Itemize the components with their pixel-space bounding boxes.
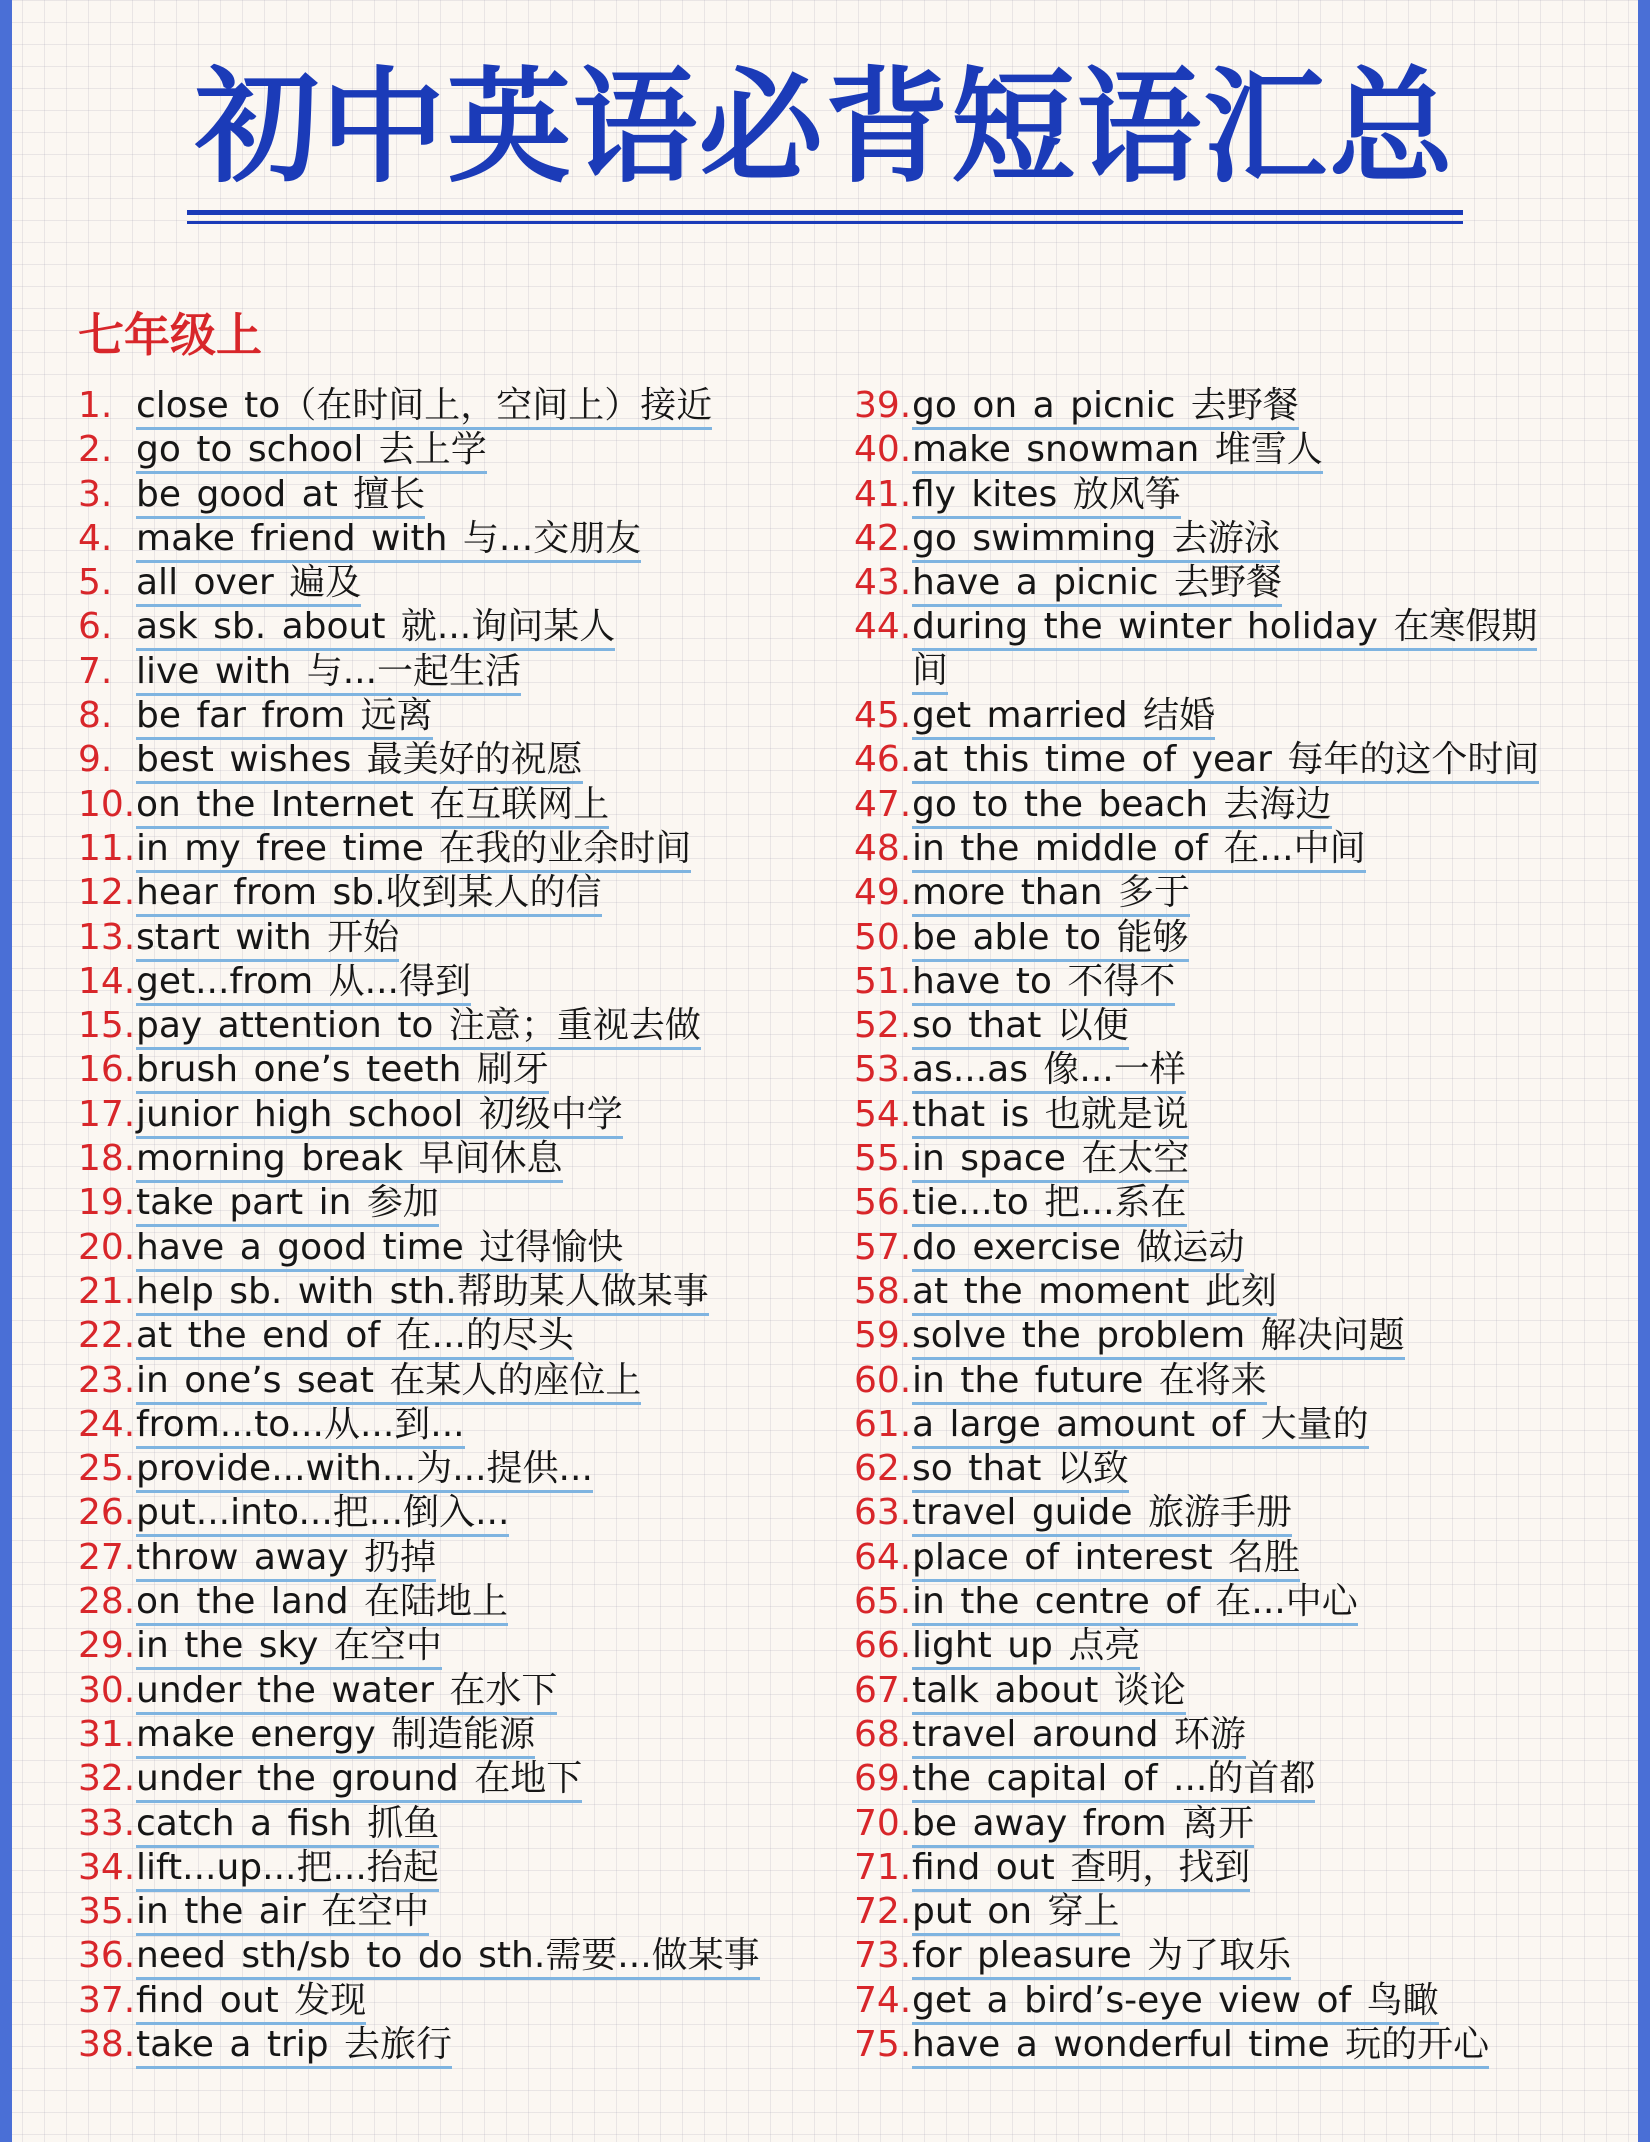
phrase-item [78,1890,838,1934]
phrase-text: ask sb. about 就...询问某人 [136,607,615,651]
phrase-number: 8. [78,695,113,737]
page-title: 初中英语必背短语汇总 [187,60,1463,215]
phrase-text: provide...with...为...提供... [136,1449,593,1493]
phrase-text: have to 不得不 [912,962,1175,1006]
phrase-number: 73. [854,1935,912,1977]
phrase-item [854,1934,1574,1978]
phrase-number: 34. [78,1846,136,1888]
phrase-item [854,1979,1574,2023]
phrase-text: in my free time 在我的业余时间 [136,829,691,873]
phrase-text: in the centre of 在...中心 [912,1582,1358,1626]
phrase-number: 57. [854,1226,912,1268]
phrase-text: in the air 在空中 [136,1892,429,1936]
phrase-text: more than 多于 [912,873,1190,917]
phrase-item [854,738,1574,782]
phrase-text: have a picnic 去野餐 [912,563,1282,607]
phrase-text: help sb. with sth.帮助某人做某事 [136,1272,709,1316]
phrase-item [78,650,838,694]
phrase-item [78,1491,838,1535]
phrase-item [854,517,1574,561]
phrase-text: as...as 像...一样 [912,1050,1186,1094]
phrase-item [854,827,1574,871]
phrase-item [78,1624,838,1668]
title-container [0,55,1650,215]
phrase-text: brush one’s teeth 刷牙 [136,1050,549,1094]
phrase-number: 31. [78,1713,136,1755]
phrase-text: be away from 离开 [912,1804,1254,1848]
phrase-number: 29. [78,1625,136,1667]
phrase-number: 46. [854,739,912,781]
phrase-item [854,1270,1574,1314]
phrase-item [854,1447,1574,1491]
phrase-number: 20. [78,1226,136,1268]
phrase-item [78,1669,838,1713]
phrase-item [78,1580,838,1624]
phrase-number: 38. [78,2023,136,2065]
phrase-text: that is 也就是说 [912,1095,1189,1139]
phrase-item [78,473,838,517]
phrase-number: 1. [78,385,113,426]
phrase-text: on the land 在陆地上 [136,1582,508,1626]
phrase-text: place of interest 名胜 [912,1538,1300,1582]
phrase-item [78,1314,838,1358]
phrase-item [78,871,838,915]
phrase-number: 47. [854,783,912,825]
phrase-number: 25. [78,1448,136,1490]
phrase-number: 59. [854,1315,912,1357]
phrase-number: 4. [78,517,113,559]
phrase-text: make energy 制造能源 [136,1715,535,1759]
phrase-number: 67. [854,1669,912,1711]
phrase-number: 28. [78,1581,136,1623]
phrase-number: 32. [78,1758,136,1800]
phrase-number: 44. [854,606,912,648]
phrase-item [78,1536,838,1580]
phrase-item [854,1004,1574,1048]
phrase-item [854,1181,1574,1225]
phrase-item [78,1713,838,1757]
phrase-text: find out 发现 [136,1981,366,2025]
phrase-item [854,428,1574,472]
phrase-item [78,1093,838,1137]
phrase-item [854,473,1574,517]
phrase-item [854,1757,1574,1801]
phrase-text: go to school 去上学 [136,430,487,474]
phrase-item [854,1624,1574,1668]
phrase-item [78,384,838,428]
phrase-text: put...into...把...倒入... [136,1493,509,1537]
phrase-number: 37. [78,1979,136,2021]
phrase-item [854,561,1574,605]
phrase-item [78,1447,838,1491]
phrase-text: need sth/sb to do sth.需要...做某事 [136,1936,760,1980]
phrase-text: make snowman 堆雪人 [912,430,1323,474]
phrase-number: 72. [854,1891,912,1933]
phrase-item [78,1137,838,1181]
phrase-number: 27. [78,1536,136,1578]
phrase-text: take part in 参加 [136,1183,439,1227]
section-heading: 七年级上 [78,308,262,362]
phrase-text: the capital of ...的首都 [912,1759,1315,1803]
phrase-number: 65. [854,1581,912,1623]
phrase-text: be good at 擅长 [136,475,425,519]
phrase-item [854,694,1574,738]
phrase-number: 2. [78,429,113,471]
phrase-item [854,871,1574,915]
phrase-text: junior high school 初级中学 [136,1095,623,1139]
phrase-item [78,1846,838,1890]
phrase-item [78,694,838,738]
phrase-number: 6. [78,606,113,648]
phrase-text: in the sky 在空中 [136,1626,442,1670]
phrase-text: in the middle of 在...中间 [912,829,1366,873]
phrase-number: 13. [78,916,136,958]
phrase-item [854,1093,1574,1137]
phrase-number: 3. [78,473,113,515]
phrase-number: 64. [854,1536,912,1578]
phrase-number: 39. [854,385,912,426]
phrase-text: have a wonderful time 玩的开心 [912,2025,1489,2069]
phrase-number: 55. [854,1138,912,1180]
phrase-number: 75. [854,2023,912,2065]
phrase-number: 43. [854,562,912,604]
phrase-text: catch a fish 抓鱼 [136,1804,439,1848]
phrase-text: at the moment 此刻 [912,1272,1277,1316]
phrase-number: 68. [854,1713,912,1755]
phrase-number: 62. [854,1448,912,1490]
phrase-number: 16. [78,1049,136,1091]
phrase-text: under the water 在水下 [136,1671,557,1715]
phrase-text: tie...to 把...系在 [912,1183,1187,1227]
phrase-number: 50. [854,916,912,958]
phrase-number: 18. [78,1138,136,1180]
phrase-number: 51. [854,960,912,1002]
phrase-text: live with 与...一起生活 [136,652,521,696]
phrase-item [854,384,1574,428]
phrase-number: 26. [78,1492,136,1534]
phrase-item [78,605,838,649]
phrase-item [78,738,838,782]
phrase-item [854,1491,1574,1535]
phrase-text: throw away 扔掉 [136,1538,436,1582]
phrase-item [78,1181,838,1225]
phrase-item [854,1226,1574,1270]
phrase-text: talk about 谈论 [912,1671,1186,1715]
phrase-number: 40. [854,429,912,471]
phrase-text: in one’s seat 在某人的座位上 [136,1361,641,1405]
phrase-item [854,605,1574,694]
phrase-number: 56. [854,1182,912,1224]
phrase-number: 36. [78,1935,136,1977]
phrase-number: 30. [78,1669,136,1711]
phrase-text: start with 开始 [136,918,399,962]
phrase-item [78,1048,838,1092]
phrase-text: so that 以便 [912,1006,1129,1050]
phrase-number: 63. [854,1492,912,1534]
phrase-number: 10. [78,783,136,825]
phrase-number: 21. [78,1270,136,1312]
phrase-item [854,916,1574,960]
phrase-text: lift...up...把...抬起 [136,1848,439,1892]
phrase-number: 5. [78,562,113,604]
phrase-number: 69. [854,1758,912,1800]
phrase-text: travel around 环游 [912,1715,1246,1759]
phrase-text: go on a picnic 去野餐 [912,386,1299,430]
phrase-item [854,1314,1574,1358]
phrase-item [78,1802,838,1846]
phrase-text: do exercise 做运动 [912,1228,1244,1272]
phrase-item [78,1934,838,1978]
phrase-number: 61. [854,1403,912,1445]
phrase-wrap [912,605,1572,693]
phrase-item [78,827,838,871]
phrase-text: on the Internet 在互联网上 [136,785,609,829]
phrase-number: 71. [854,1846,912,1888]
phrase-text: get...from 从...得到 [136,962,471,1006]
phrase-list-right [854,384,1574,2067]
phrase-number: 49. [854,872,912,914]
phrase-item [854,783,1574,827]
phrase-number: 54. [854,1093,912,1135]
phrase-text: at this time of year 每年的这个时间 [912,740,1539,784]
phrase-number: 53. [854,1049,912,1091]
phrase-item [78,916,838,960]
phrase-number: 33. [78,1802,136,1844]
phrase-item [78,1270,838,1314]
phrase-item [854,1536,1574,1580]
phrase-item [78,1359,838,1403]
phrase-text: fly kites 放风筝 [912,475,1181,519]
phrase-text: make friend with 与...交朋友 [136,519,641,563]
phrase-number: 35. [78,1891,136,1933]
phrase-number: 41. [854,473,912,515]
phrase-number: 19. [78,1182,136,1224]
phrase-item [854,1890,1574,1934]
phrase-text: in the future 在将来 [912,1361,1267,1405]
phrase-item [854,960,1574,1004]
phrase-text: best wishes 最美好的祝愿 [136,740,583,784]
phrase-text: find out 查明，找到 [912,1848,1250,1892]
phrase-number: 15. [78,1005,136,1047]
phrase-item [78,960,838,1004]
phrase-number: 22. [78,1315,136,1357]
phrase-text: a large amount of 大量的 [912,1405,1369,1449]
phrase-item [78,2023,838,2067]
phrase-text: pay attention to 注意；重视去做 [136,1006,701,1050]
right-border [1638,0,1650,2142]
phrase-text: during the winter holiday 在寒假期间 [912,606,1537,695]
phrase-text: morning break 早间休息 [136,1139,563,1183]
phrase-number: 48. [854,827,912,869]
phrase-number: 42. [854,517,912,559]
phrase-item [78,517,838,561]
phrase-text: go swimming 去游泳 [912,519,1280,563]
phrase-text: from...to...从...到... [136,1405,465,1449]
phrase-number: 9. [78,739,113,781]
phrase-item [854,1403,1574,1447]
phrase-number: 45. [854,695,912,737]
phrase-text: take a trip 去旅行 [136,2025,452,2069]
phrase-text: get a bird’s-eye view of 鸟瞰 [912,1981,1439,2025]
phrase-text: put on 穿上 [912,1892,1120,1936]
phrase-text: under the ground 在地下 [136,1759,582,1803]
phrase-text: get married 结婚 [912,696,1215,740]
phrase-item [854,1048,1574,1092]
phrase-number: 58. [854,1270,912,1312]
phrase-number: 7. [78,650,113,692]
phrase-text: in space 在太空 [912,1139,1189,1183]
phrase-number: 24. [78,1403,136,1445]
phrase-text: have a good time 过得愉快 [136,1228,623,1272]
phrase-list-left [78,384,838,2067]
phrase-number: 23. [78,1359,136,1401]
phrase-text: hear from sb.收到某人的信 [136,873,602,917]
phrase-text: light up 点亮 [912,1626,1140,1670]
phrase-text: at the end of 在...的尽头 [136,1316,574,1360]
phrase-number: 52. [854,1005,912,1047]
phrase-text: be able to 能够 [912,918,1189,962]
phrase-number: 70. [854,1802,912,1844]
phrase-text: solve the problem 解决问题 [912,1316,1405,1360]
phrase-number: 17. [78,1093,136,1135]
phrase-item [854,1846,1574,1890]
phrase-item [78,561,838,605]
phrase-number: 74. [854,1979,912,2021]
phrase-text: be far from 远离 [136,696,433,740]
phrase-number: 66. [854,1625,912,1667]
phrase-item [78,1226,838,1270]
phrase-text: close to（在时间上，空间上）接近 [136,386,712,430]
phrase-item [78,1403,838,1447]
phrase-item [854,1137,1574,1181]
phrase-text: all over 遍及 [136,563,361,607]
phrase-text: so that 以致 [912,1449,1129,1493]
phrase-number: 60. [854,1359,912,1401]
phrase-item [78,1979,838,2023]
phrase-item [78,1757,838,1801]
phrase-text: travel guide 旅游手册 [912,1493,1292,1537]
phrase-text: go to the beach 去海边 [912,785,1332,829]
phrase-number: 14. [78,960,136,1002]
phrase-text: for pleasure 为了取乐 [912,1936,1291,1980]
phrase-item [78,783,838,827]
phrase-item [854,1580,1574,1624]
phrase-number: 11. [78,827,136,869]
phrase-item [854,1713,1574,1757]
phrase-item [78,428,838,472]
phrase-item [854,1359,1574,1403]
phrase-item [854,1669,1574,1713]
phrase-item [854,1802,1574,1846]
left-border [0,0,12,2142]
phrase-item [78,1004,838,1048]
phrase-number: 12. [78,872,136,914]
phrase-item [854,2023,1574,2067]
